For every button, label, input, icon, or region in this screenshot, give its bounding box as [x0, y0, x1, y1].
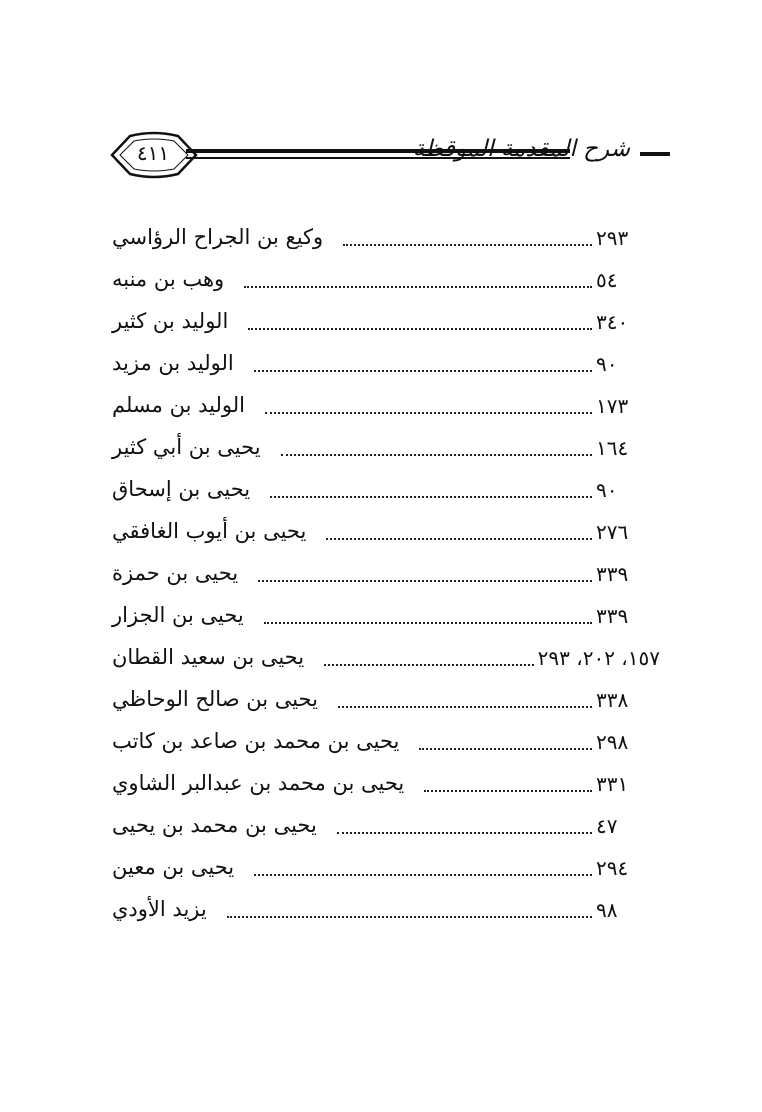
- entry-pages: ٣٤٠: [596, 310, 629, 334]
- leader-dots: [264, 621, 592, 624]
- entry-name: الوليد بن مسلم: [112, 393, 245, 417]
- index-entry: [112, 884, 660, 926]
- index-list: [112, 212, 660, 926]
- entry-pages: ٣٣٩: [596, 562, 629, 586]
- leader-dots: [227, 915, 592, 918]
- index-entry: [112, 422, 660, 464]
- entry-name: يحيى بن محمد بن يحيى: [112, 813, 317, 837]
- entry-pages: ١٦٤: [596, 436, 629, 460]
- index-entry: [112, 464, 660, 506]
- index-entry: [112, 548, 660, 590]
- entry-pages: ٤٧: [596, 814, 618, 838]
- entry-pages: ٩٠: [596, 352, 618, 376]
- entry-name: وكيع بن الجراح الرؤاسي: [112, 225, 324, 249]
- entry-name: يحيى بن معين: [112, 855, 235, 879]
- header-dash: [640, 152, 670, 156]
- entry-pages: ٥٤: [596, 268, 618, 292]
- entry-pages: ٩٠: [596, 478, 618, 502]
- entry-pages: ١٥٧، ٢٠٢، ٢٩٣: [537, 646, 660, 670]
- index-entry: [112, 632, 660, 674]
- entry-name: يحيى بن سعيد القطان: [112, 645, 305, 669]
- leader-dots: [244, 285, 592, 288]
- index-entry: [112, 842, 660, 884]
- book-title: شرح المقدمة الموقظة: [412, 136, 630, 162]
- entry-pages: ٩٨: [596, 898, 618, 922]
- entry-name: الوليد بن كثير: [112, 309, 229, 333]
- leader-dots: [337, 831, 592, 834]
- entry-pages: ٣٣٩: [596, 604, 629, 628]
- leader-dots: [258, 579, 592, 582]
- leader-dots: [248, 327, 592, 330]
- entry-name: يحيى بن الجزار: [112, 603, 244, 627]
- index-entry: [112, 338, 660, 380]
- leader-dots: [326, 537, 592, 540]
- entry-pages: ٢٩٣: [596, 226, 629, 250]
- index-entry: [112, 296, 660, 338]
- index-entry: [112, 674, 660, 716]
- leader-dots: [270, 495, 592, 498]
- entry-name: يحيى بن صالح الوحاظي: [112, 687, 318, 711]
- entry-pages: ٢٩٨: [596, 730, 629, 754]
- index-entry: [112, 380, 660, 422]
- entry-name: يحيى بن محمد بن عبدالبر الشاوي: [112, 771, 405, 795]
- entry-name: وهب بن منبه: [112, 267, 225, 291]
- entry-name: يحيى بن أيوب الغافقي: [112, 519, 307, 543]
- entry-name: يحيى بن أبي كثير: [112, 435, 261, 459]
- entry-pages: ٣٣٨: [596, 688, 629, 712]
- leader-dots: [338, 705, 592, 708]
- entry-name: يحيى بن إسحاق: [112, 477, 251, 501]
- index-entry: [112, 212, 660, 254]
- leader-dots: [265, 411, 592, 414]
- index-entry: [112, 800, 660, 842]
- running-header: [108, 128, 670, 188]
- entry-pages: ٣٣١: [596, 772, 629, 796]
- entry-pages: ٢٩٤: [596, 856, 629, 880]
- leader-dots: [343, 243, 592, 246]
- entry-name: يحيى بن محمد بن صاعد بن كاتب: [112, 729, 400, 753]
- index-entry: [112, 716, 660, 758]
- index-entry: [112, 506, 660, 548]
- leader-dots: [419, 747, 592, 750]
- leader-dots: [281, 453, 592, 456]
- entry-name: يحيى بن حمزة: [112, 561, 239, 585]
- entry-pages: ١٧٣: [596, 394, 629, 418]
- leader-dots: [254, 369, 592, 372]
- leader-dots: [254, 873, 592, 876]
- leader-dots: [324, 663, 534, 666]
- entry-name: الوليد بن مزيد: [112, 351, 234, 375]
- entry-pages: ٢٧٦: [596, 520, 629, 544]
- index-entry: [112, 254, 660, 296]
- page-number: ٤١١: [136, 141, 170, 165]
- index-entry: [112, 590, 660, 632]
- leader-dots: [424, 789, 592, 792]
- index-entry: [112, 758, 660, 800]
- entry-name: يزيد الأودي: [112, 897, 207, 921]
